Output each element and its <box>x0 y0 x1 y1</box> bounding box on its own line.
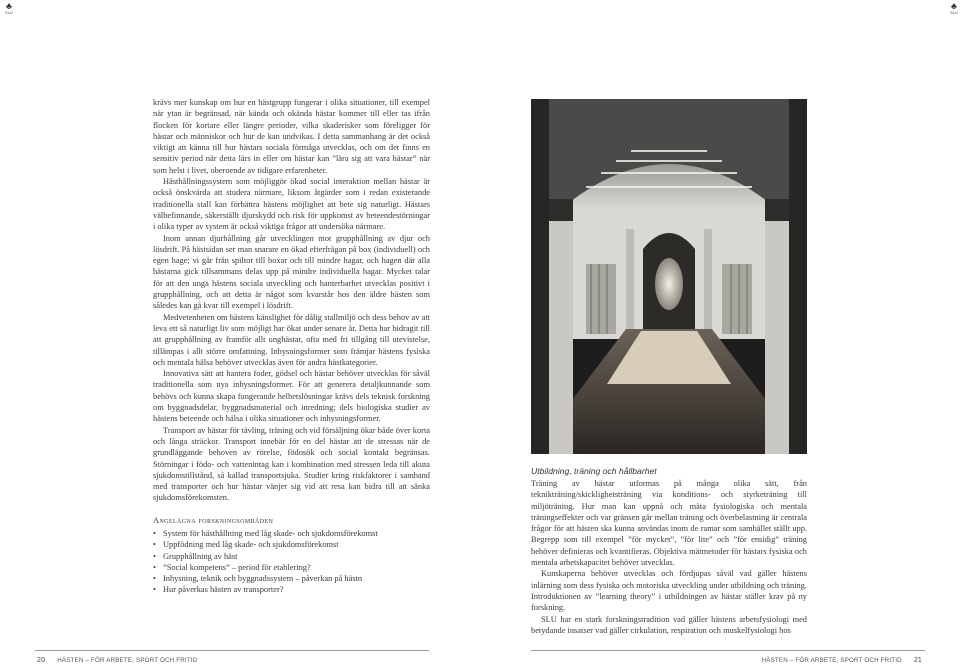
slu-logo-left <box>2 2 16 15</box>
list-item: • ”Social kompetens” – period för etablering? <box>153 562 430 573</box>
page-number: 20 <box>37 657 46 664</box>
slu-crest-icon: ♣ <box>6 1 12 11</box>
body-paragraph: Kunskaperna behöver utvecklas och fördjupas såväl vad gäller hästens inlärning som dess fysiska och motoriska utveckling under utbildning och träning. Introduktionen av ”learning theory” i utbildningen av hästar ställer krav på ny forskning. <box>531 569 807 613</box>
running-title: HÄSTEN – FÖR ARBETE, SPORT OCH FRITID <box>761 657 902 664</box>
list-item: • Hur påverkas hästen av transporter? <box>153 584 430 595</box>
slu-logo-text: SLU <box>950 11 958 15</box>
slu-logo-right <box>947 2 960 15</box>
body-paragraph: Träning av hästar utformas på många olika sätt, från teknikträning/skicklighetsträning via konditions- och styrketräning till miljöträning. Hur man kan uppnå och mäta fysiologiska och mentala träningseffekter och var gränsen går mellan träning och överbelastning är centrala frågor för att hästen ska kunna användas inom de ramar som samhället ställt upp. Begrepp som till exempel ”för mycket”, ”för lite” och ”för ensidig” träning behöver definieras och kvantifieras. Objektiva mätmetoder för hästars fysiska och mentala arbetskapacitet behöver utvecklas. <box>531 479 807 568</box>
body-paragraph: Inom annan djurhållning går utvecklingen mot grupphållning av djur och lösdrift. På hästsidan ser man snarare en ökad efterfrågan på box (individuell) och egen hage; vi går från spiltor till boxar och till mindre hagar, och hagen där alla hästarna gick tillsammans delas upp på mindre individuella hagar. Mycket talar för att den unga hästens sociala utveckling och hanterbarhet utvecklas positivt i grupphållning, och att detta är något som kvarstår hos den äldre hästen som således kan gå kvar till exempel i lösdrift. <box>153 233 430 311</box>
body-paragraph: krävs mer kunskap om hur en hästgrupp fungerar i olika situationer, till exempel när ytan är begränsad, när kända och okända hästar kommer till eller tas ifrån flocken för kortare eller längre perioder, vilka skaderisker som föreligger för hästar och människor och hur de kan undvikas. I detta sammanhang är det också viktigt att känna till hur hästars sociala förmåga utvecklas, och om det finns en sensitiv period när detta lärs in eller om hästar kan ”lära sig att vara hästar” när som helst i livet, oberoende av tidigare erfarenheter. <box>153 98 430 175</box>
body-paragraph: SLU har en stark forskningstradition vad gäller hästens arbetsfysiologi med betydande insatser vad gäller cirkulation, respiration och muskelfysiologi hos <box>531 614 807 635</box>
list-item: • Inhysning, teknik och byggnadssystem – påverkan på hästn <box>153 573 430 584</box>
running-title: HÄSTEN – FÖR ARBETE, SPORT OCH FRITID <box>57 657 198 664</box>
footer-right <box>762 657 922 665</box>
body-paragraph: Innovativa sätt att hantera foder, gödsel och hästar behöver utvecklas för såväl traditionella som nya inhysningsformer. För att generera detaljkunnande som behövs och kunna skapa fungerande helhetslösningar krävs dels teknisk forskning om byggnadsdelar, byggnadsmaterial och inredning; dels biologiska studier av hästens beteende och hälsa i olika situationer och inhysningsformer. <box>153 369 430 424</box>
slu-logo-text: SLU <box>5 11 13 15</box>
stable-corridor-photo <box>531 99 807 454</box>
page-number: 21 <box>913 657 922 664</box>
footer-divider-left <box>35 650 429 651</box>
research-areas-list <box>153 528 430 596</box>
body-paragraph: Medvetenheten om hästens känslighet för dålig stallmiljö och dess behov av att leva ett så naturligt liv som möjligt har ökat under senare år. Detta har bidragit till att grupphållning av framför allt unghästar, ofta med fri tillgång till utevistelse, tillämpas i allt större omfattning. Inhysningsformer som främjar hästens fysiska och mentala hälsa behöver utvecklas även för andra hästkategorier. <box>153 312 430 367</box>
list-item: • Uppfödning med låg skade- och sjukdomsförekomst <box>153 539 430 550</box>
list-item: • Grupphållning av häst <box>153 551 430 562</box>
body-paragraph: Hästhållningssystem som möjliggör ökad social interaktion mellan hästar är också önskvärda att studera närmare, liksom åtgärder som i redan existerande traditionella stall kan förbättra hästens möjlighet att bete sig naturligt. Hästars välbefinnande, säkerställt djurskydd och risk för uppkomst av beteendestörningar i olika typer av system är också viktiga frågor att undersöka närmare. <box>153 177 430 232</box>
left-text-column <box>153 97 430 596</box>
section-subheading: Utbildning, träning och hållbarhet <box>531 466 657 476</box>
list-item: • System för hästhållning med låg skade- och sjukdomsförekomst <box>153 528 430 539</box>
footer-divider-right <box>531 650 925 651</box>
footer-left <box>37 657 197 665</box>
body-paragraph: Transport av hästar för tävling, träning och vid försäljning ökar både över korta och långa sträckor. Transport innebär för en del hästar att de stressas när de grundläggande behoven av rörelse, födosök och social kontakt begränsas. Störningar i födo- och vattenintag kan i kombination med stressen leda till akuta sjukdomstillstånd, så kallad transportsjuka. Studier kring riskfaktorer i samband med transporter och hur hästar vänjer sig vid att resa kan bidra till att sänka sjukdomsförekomsten. <box>153 425 430 503</box>
right-text-column <box>531 466 807 636</box>
research-areas-heading: Angelägna forskningsområden <box>153 515 274 525</box>
slu-crest-icon: ♣ <box>951 1 957 11</box>
